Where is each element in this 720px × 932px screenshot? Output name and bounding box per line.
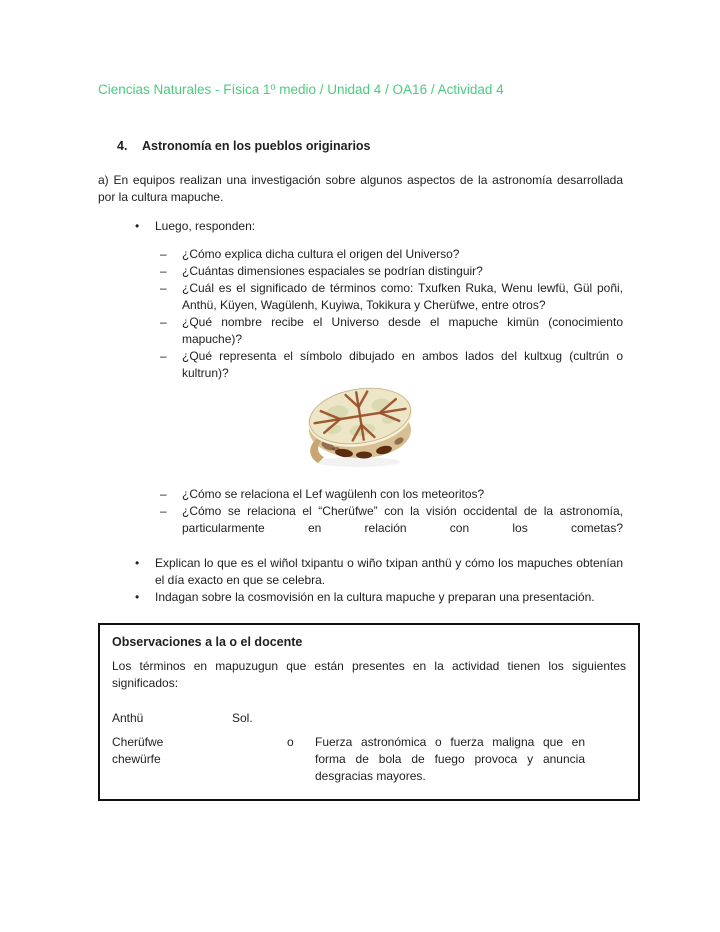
question-text: ¿Cómo se relaciona el Lef wagülenh con los meteoritos? [182,487,485,501]
task-text: Explican lo que es el wiñol txipantu o wiño txipan anthü y cómo los mapuches obtenían el día exacto en que se celebra. [155,556,623,587]
dash-marker-icon [160,314,182,348]
glossary-term: Anthü [112,711,144,725]
question-text: ¿Qué nombre recibe el Universo desde el mapuche kimün (conocimiento mapuche)? [182,315,623,346]
kultrun-drawing [300,383,422,469]
question-text: ¿Cuántas dimensiones espaciales se podrían distinguir? [182,264,483,278]
note-intro: Los términos en mapuzugun que están presentes en la actividad tienen los siguientes significados: [112,659,626,690]
question-item [98,263,623,280]
question-text: ¿Cómo explica dicha cultura el origen del Universo? [182,247,460,261]
question-text: ¿Qué representa el símbolo dibujado en ambos lados del kultxug (cultrún o kultrun)? [182,349,623,380]
glossary-term-line: chewürfe [112,752,161,766]
question-item [98,246,623,263]
dash-marker-icon [160,503,182,537]
glossary-term-line: Cherüfwe [112,735,164,749]
intro-paragraph: a) En equipos realizan una investigación sobre algunos aspectos de la astronomía desarrollada por la cultura mapuche. [98,173,623,204]
glossary-term [112,734,287,785]
dash-marker-icon [160,348,182,382]
glossary-connector: o [287,735,294,749]
dash-marker-icon [160,246,182,263]
section-heading [117,138,623,155]
list-item-text: Luego, responden: [155,219,256,233]
glossary-row [112,710,626,727]
teacher-note-box [98,623,640,801]
breadcrumb: Ciencias Naturales - Física 1º medio / Unidad 4 / OA16 / Actividad 4 [98,82,504,97]
question-text: ¿Cómo se relaciona el “Cherüfwe” con la visión occidental de la astronomía, particularmente en relación con los cometas? [182,504,623,535]
question-item [98,280,623,314]
question-text: ¿Cuál es el significado de términos como: Txufken Ruka, Wenu lewfü, Gül poñi, Anthü, Küyen, Wagülenh, Kuyiwa, Tokikura y Cherüfwe, entre otros? [182,281,623,312]
dash-marker-icon [160,280,182,314]
bullet-marker-icon [135,218,155,235]
section-title: Astronomía en los pueblos originarios [142,139,371,153]
bullet-marker-icon [135,555,155,589]
question-item [98,314,623,348]
glossary-definition: Fuerza astronómica o fuerza maligna que en forma de bola de fuego provoca y anuncia desgracias mayores. [315,735,585,783]
question-item [98,486,623,503]
kultrun-image [300,383,422,469]
bullet-marker-icon [135,589,155,606]
question-item [98,348,623,382]
task-item [98,555,623,589]
task-text: Indagan sobre la cosmovisión en la cultura mapuche y preparan una presentación. [155,590,595,604]
question-list-after-image [98,486,623,537]
question-list [98,246,623,382]
dash-marker-icon [160,263,182,280]
glossary-row [112,734,626,785]
glossary-definition: Sol. [232,711,253,725]
question-item [98,503,623,537]
task-item [98,589,623,606]
list-item-lead [98,218,623,235]
dash-marker-icon [160,486,182,503]
section-number: 4. [117,139,128,153]
task-list [98,555,623,606]
note-title: Observaciones a la o el docente [112,635,303,649]
